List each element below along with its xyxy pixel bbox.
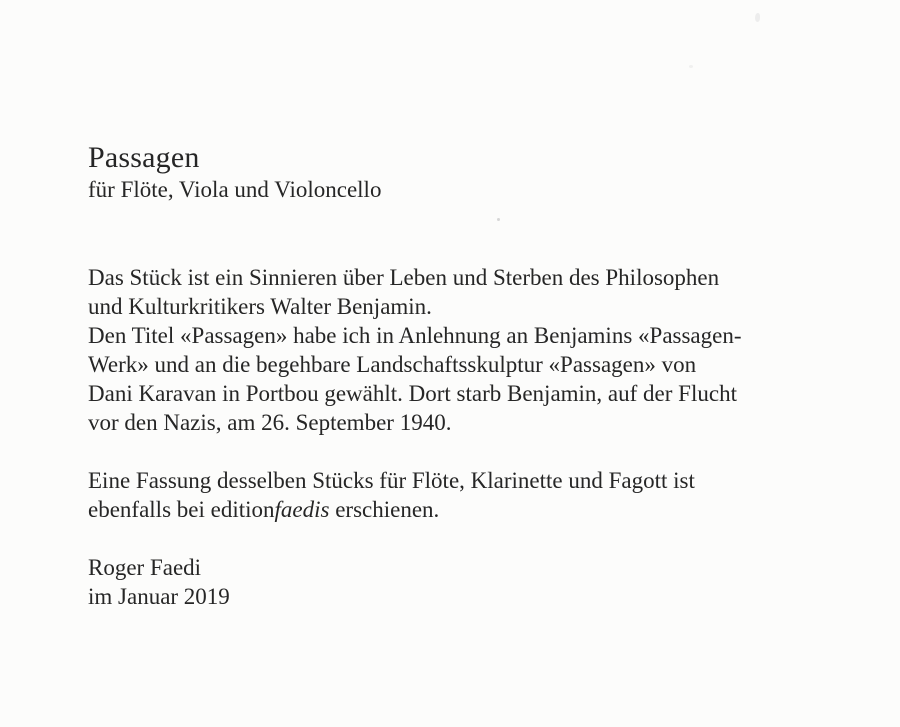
- author-name: Roger Faedi: [88, 555, 202, 580]
- edition-line-pre: ebenfalls bei edition: [88, 497, 275, 522]
- scan-speck: [755, 13, 760, 22]
- work-instrumentation: für Flöte, Viola und Violoncello: [88, 177, 382, 202]
- scan-speck: [689, 65, 693, 68]
- work-title: Passagen: [88, 141, 200, 174]
- body-line: Den Titel «Passagen» habe ich in Anlehnung an Benjamins «Passagen-: [88, 323, 742, 348]
- text-block: [88, 141, 742, 611]
- body-line: [88, 495, 742, 524]
- body-line: und Kulturkritikers Walter Benjamin.: [88, 294, 432, 319]
- signature-block: [88, 553, 742, 611]
- signature-date: im Januar 2019: [88, 584, 230, 609]
- body-line: Dani Karavan in Portbou gewählt. Dort starb Benjamin, auf der Flucht: [88, 381, 737, 406]
- body-line: Werk» und an die begehbare Landschaftsskulptur «Passagen» von: [88, 352, 697, 377]
- body-line: vor den Nazis, am 26. September 1940.: [88, 410, 452, 435]
- body-line: Das Stück ist ein Sinnieren über Leben und Sterben des Philosophen: [88, 265, 720, 290]
- paragraph-edition-note: [88, 466, 742, 524]
- edition-line-post: erschienen.: [329, 497, 440, 522]
- scan-speck: [497, 218, 500, 221]
- body-line: Eine Fassung desselben Stücks für Flöte, Klarinette und Fagott ist: [88, 468, 695, 493]
- paragraph-about-piece: [88, 263, 742, 437]
- edition-name-italic: faedis: [274, 497, 330, 522]
